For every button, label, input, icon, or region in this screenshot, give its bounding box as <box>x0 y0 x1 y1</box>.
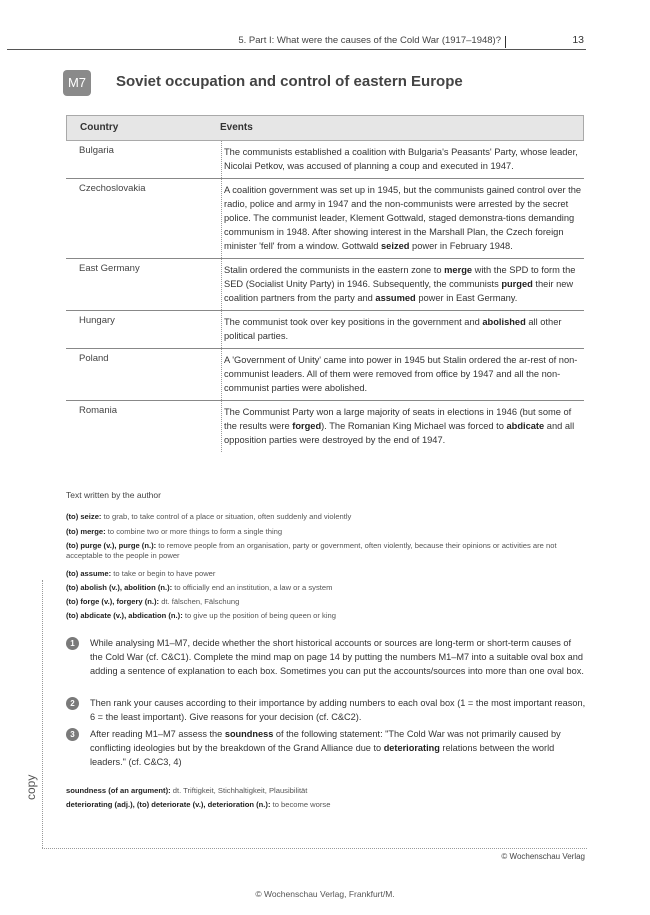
glossary-entry <box>66 611 584 621</box>
glossary-term: deteriorating (adj.), (to) deteriorate (v.), deterioration (n.): <box>66 800 271 809</box>
glossary-term: (to) seize: <box>66 512 102 521</box>
text-run: A 'Government of Unity' came into power in 1945 but Stalin ordered the ar-rest of non-communist leaders. All of them were removed from office by 1947 and all the non-communist parties were abolished. <box>224 355 578 393</box>
text-run: A coalition government was set up in 1945, but the communists gained control over the radio, police and army in 1947 and the non-communists were arrested by the secret police. The communist leader, Klement Gottwald, staged demonstra-tions demanding communism in 1948. After showing interest in the Marshall Plan, the Czech foreign minister 'fell' from a window. Gottwald <box>224 185 582 251</box>
header-events: Events <box>220 122 253 133</box>
text-run: ). The Romanian King Michael was forced to <box>321 421 507 431</box>
glossary-definition: to remove people from an organisation, party or government, often violently, because their opinions or activities are not acceptable to the people in power <box>66 541 557 560</box>
page-header <box>7 32 586 50</box>
country-cell: Czechoslovakia <box>66 179 222 258</box>
bold-term: abolished <box>482 317 526 327</box>
country-cell: Hungary <box>66 311 222 348</box>
text-run: power in East Germany. <box>415 293 518 303</box>
text-run: relations between the world leaders." (cf. C&C3, 4) <box>90 743 555 767</box>
bold-term: purged <box>501 279 533 289</box>
glossary-entry <box>66 583 584 593</box>
table-row <box>66 349 584 401</box>
header-separator <box>505 36 506 48</box>
page-footer: © Wochenschau Verlag, Frankfurt/M. <box>255 889 395 899</box>
task-text <box>90 636 586 678</box>
table-row <box>66 311 584 349</box>
text-run: and all opposition parties were destroyed by the end of 1947. <box>224 421 575 445</box>
glossary-definition: dt. fälschen, Fälschung <box>159 597 240 606</box>
task-text <box>90 727 586 769</box>
source-note: Text written by the author <box>66 490 161 500</box>
glossary-definition: to combine two or more things to form a single thing <box>105 527 283 536</box>
events-cell <box>224 179 584 258</box>
glossary-definition: dt. Triftigkeit, Stichhaltigkeit, Plausibilität <box>170 786 308 795</box>
text-run: The communist took over key positions in the government and <box>224 317 483 327</box>
events-cell <box>224 259 584 310</box>
text-run: The Communist Party won a large majority of seats in elections in 1946 (but some of the results were <box>224 407 572 431</box>
dotted-border-vertical <box>42 580 43 848</box>
glossary-definition: to become worse <box>270 800 331 809</box>
glossary-term: (to) assume: <box>66 569 112 578</box>
country-cell: Romania <box>66 401 222 452</box>
bold-term: forged <box>292 421 322 431</box>
material-badge: M7 <box>63 70 91 96</box>
bold-term: merge <box>444 265 473 275</box>
table-header <box>66 115 584 141</box>
text-run: Then rank your causes according to their importance by adding numbers to each oval box (1 = the most important reason, 6 = the least important). Give reasons for your decision (cf. C&C2). <box>90 698 586 722</box>
page-number: 13 <box>572 34 584 46</box>
bold-term: seized <box>381 241 410 251</box>
events-table <box>66 115 584 452</box>
glossary-term: soundness (of an argument): <box>66 786 171 795</box>
bold-term: abdicate <box>506 421 545 431</box>
table-body <box>66 141 584 452</box>
text-run: After reading M1–M7 assess the <box>90 729 225 739</box>
events-cell <box>224 401 584 452</box>
material-title: Soviet occupation and control of eastern Europe <box>116 73 463 90</box>
glossary-term: (to) abdicate (v.), abdication (n.): <box>66 611 183 620</box>
text-run: Stalin ordered the communists in the eastern zone to <box>224 265 445 275</box>
country-cell: Bulgaria <box>66 141 222 178</box>
copy-mark: copy <box>24 774 38 800</box>
glossary-definition: to officially end an institution, a law or a system <box>172 583 333 592</box>
text-run: all other political parties. <box>224 317 562 341</box>
task-number-badge: 2 <box>66 697 79 710</box>
text-run: their new coalition partners from the party and <box>224 279 574 303</box>
glossary-entry <box>66 541 584 561</box>
glossary-entry <box>66 569 584 579</box>
events-cell <box>224 311 584 348</box>
country-cell: Poland <box>66 349 222 400</box>
task-text <box>90 696 586 724</box>
glossary-definition: to grab, to take control of a place or situation, often suddenly and violently <box>101 512 352 521</box>
task-number-badge: 3 <box>66 728 79 741</box>
glossary-entry <box>66 800 584 810</box>
glossary-entry <box>66 512 584 522</box>
text-run: of the following statement: "The Cold War was not primarily caused by conflicting ideologies but by the breakdown of the Grand Alliance due to <box>90 729 561 753</box>
header-title: 5. Part I: What were the causes of the Cold War (1917–1948)? <box>238 35 501 46</box>
bold-term: soundness <box>224 729 274 739</box>
task-item <box>66 696 586 724</box>
glossary-definition: to take or begin to have power <box>111 569 216 578</box>
glossary-term: (to) forge (v.), forgery (n.): <box>66 597 160 606</box>
text-run: The communists established a coalition with Bulgaria's Peasants' Party, whose leader, Nicolai Petkov, was accused of planning a coup and executed in 1947. <box>224 147 578 171</box>
table-row <box>66 141 584 179</box>
bold-term: deteriorating <box>383 743 440 753</box>
glossary-term: (to) abolish (v.), abolition (n.): <box>66 583 173 592</box>
task-item <box>66 727 586 769</box>
task-number-badge: 1 <box>66 637 79 650</box>
glossary-entry <box>66 786 584 796</box>
glossary-term: (to) merge: <box>66 527 106 536</box>
bold-term: assumed <box>375 293 416 303</box>
table-row <box>66 401 584 452</box>
text-run: While analysing M1–M7, decide whether the short historical accounts or sources are long-term or short-term causes of the Cold War (cf. C&C1). Complete the mind map on page 14 by putting the numbers M1–M7 into a suitable oval box and adding a sentence of explanation to each box. Sometimes you can put the accounts/sources into more than one oval box. <box>90 638 584 676</box>
glossary-definition: to give up the position of being queen or king <box>182 611 336 620</box>
dotted-border-horizontal <box>42 848 587 849</box>
table-row <box>66 179 584 259</box>
table-row <box>66 259 584 311</box>
glossary-entry <box>66 597 584 607</box>
header-country: Country <box>80 122 119 133</box>
glossary-term: (to) purge (v.), purge (n.): <box>66 541 157 550</box>
country-cell: East Germany <box>66 259 222 310</box>
glossary-entry <box>66 527 584 537</box>
text-run: with the SPD to form the SED (Socialist Unity Party) in 1946. Subsequently, the communists <box>224 265 576 289</box>
task-item <box>66 636 586 678</box>
credit: © Wochenschau Verlag <box>501 852 585 861</box>
text-run: power in February 1948. <box>409 241 513 251</box>
events-cell <box>224 349 584 400</box>
events-cell <box>224 141 584 178</box>
